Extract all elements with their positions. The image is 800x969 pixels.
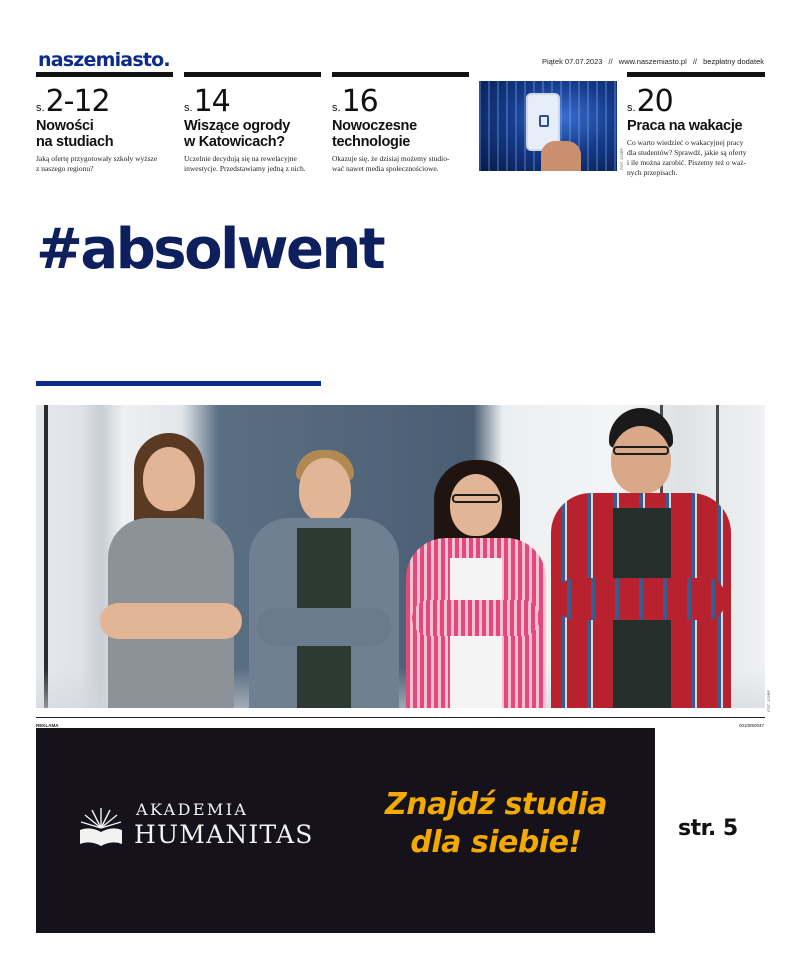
wall-stripe	[44, 405, 48, 708]
teaser-gardens[interactable]	[184, 72, 321, 182]
teaser-summer-jobs[interactable]	[627, 72, 765, 182]
desc-line: wać nawet media społecznościowe.	[332, 164, 439, 173]
teaser-description	[332, 154, 469, 174]
site-url[interactable]: www.naszemiasto.pl	[618, 57, 687, 66]
teaser-title	[36, 118, 173, 150]
teaser-page-ref	[36, 84, 173, 119]
page-number: 2-12	[45, 84, 110, 119]
meta-separator: //	[692, 57, 698, 66]
teaser-studies[interactable]	[36, 72, 173, 182]
desc-line: inwestycje. Przedstawiamy jedną z nich.	[184, 164, 306, 173]
teaser-bar	[184, 72, 321, 77]
student-figure	[406, 460, 546, 708]
teaser-bar	[627, 72, 765, 77]
face	[143, 447, 195, 511]
logo-text: naszemiasto	[38, 49, 164, 71]
student-figure	[96, 433, 246, 708]
glasses	[613, 446, 669, 455]
student-figure	[551, 408, 731, 708]
padlock-icon	[539, 115, 549, 127]
ad-separator	[36, 717, 765, 718]
photo-credit: FOT. 123RF	[619, 148, 624, 170]
desc-line: z naszego regionu?	[36, 164, 94, 173]
teaser-page-ref	[184, 84, 321, 119]
teaser-technologies[interactable]	[332, 72, 469, 182]
brand-line-1: AKADEMIA	[136, 800, 249, 819]
slogan-line: Znajdź studia	[384, 787, 608, 822]
crossed-arms	[557, 578, 725, 620]
teaser-page-ref	[332, 84, 469, 119]
supplement-title: #absolwent	[36, 217, 384, 282]
crossed-arms	[257, 608, 391, 646]
teaser-description	[184, 154, 321, 174]
desc-line: Jaką ofertę przygotowały szkoły wyższe	[36, 154, 158, 163]
page-number: 16	[341, 84, 378, 119]
title-line: technologie	[332, 134, 411, 150]
supplement-label: bezpłatny dodatek	[703, 57, 764, 66]
naszemiasto-logo[interactable]	[38, 49, 170, 71]
title-line: na studiach	[36, 134, 114, 150]
title-line: Praca na wakacje	[627, 118, 743, 134]
issue-meta	[538, 57, 764, 66]
teaser-title	[184, 118, 321, 150]
title-line: Wiszące ogrody	[184, 118, 291, 134]
student-figure	[249, 450, 399, 708]
teaser-bar	[332, 72, 469, 77]
face	[611, 426, 671, 494]
ad-label: REKLAMA	[36, 723, 59, 728]
page-prefix: s.	[36, 102, 45, 114]
photo-credit: FOT. 123RF	[766, 690, 771, 712]
teaser-title	[332, 118, 469, 150]
face	[450, 474, 502, 536]
ad-page-reference[interactable]: str. 5	[678, 816, 738, 841]
graduates-photo[interactable]	[36, 405, 765, 708]
slogan-line: dla siebie!	[410, 825, 582, 860]
crossed-arms	[412, 600, 540, 636]
desc-line: Co warto wiedzieć o wakacyjnej pracy	[627, 138, 744, 147]
issue-date: Piątek 07.07.2023	[541, 57, 603, 66]
glasses	[452, 494, 500, 503]
page-prefix: s.	[627, 102, 636, 114]
teaser-bar	[36, 72, 173, 77]
ad-slogan	[371, 786, 621, 862]
page-number: 14	[193, 84, 230, 119]
logo-dot: .	[163, 49, 170, 71]
teaser-description	[36, 154, 173, 174]
open-book-logo-icon	[78, 804, 124, 850]
hand-image	[541, 141, 581, 171]
face	[299, 458, 351, 522]
teaser-description	[627, 138, 765, 178]
brand-line-2: HUMANITAS	[134, 820, 314, 849]
ad-code: 0010850047	[738, 723, 764, 728]
desc-line: Uczelnie decydują się na rewelacyjne	[184, 154, 297, 163]
desc-line: dla studentów? Sprawdź, jakie są oferty	[627, 148, 747, 157]
meta-separator: //	[608, 57, 613, 66]
crossed-arms	[100, 603, 242, 639]
title-line: Nowoczesne	[332, 118, 417, 134]
title-line: Nowości	[36, 118, 94, 134]
desc-line: Okazuje się, że dzisiaj możemy studio-	[332, 154, 450, 163]
teaser-title	[627, 118, 765, 134]
desc-line: i ile można zarobić. Piszemy też o waż-	[627, 158, 747, 167]
title-underline	[36, 381, 321, 386]
page-number: 20	[636, 84, 673, 119]
title-line: w Katowicach?	[184, 134, 285, 150]
page-prefix: s.	[184, 102, 193, 114]
teaser-page-ref	[627, 84, 765, 119]
humanitas-advertisement[interactable]	[36, 728, 655, 933]
desc-line: nych przepisach.	[627, 168, 678, 177]
technology-photo[interactable]	[479, 81, 617, 171]
page-prefix: s.	[332, 102, 341, 114]
